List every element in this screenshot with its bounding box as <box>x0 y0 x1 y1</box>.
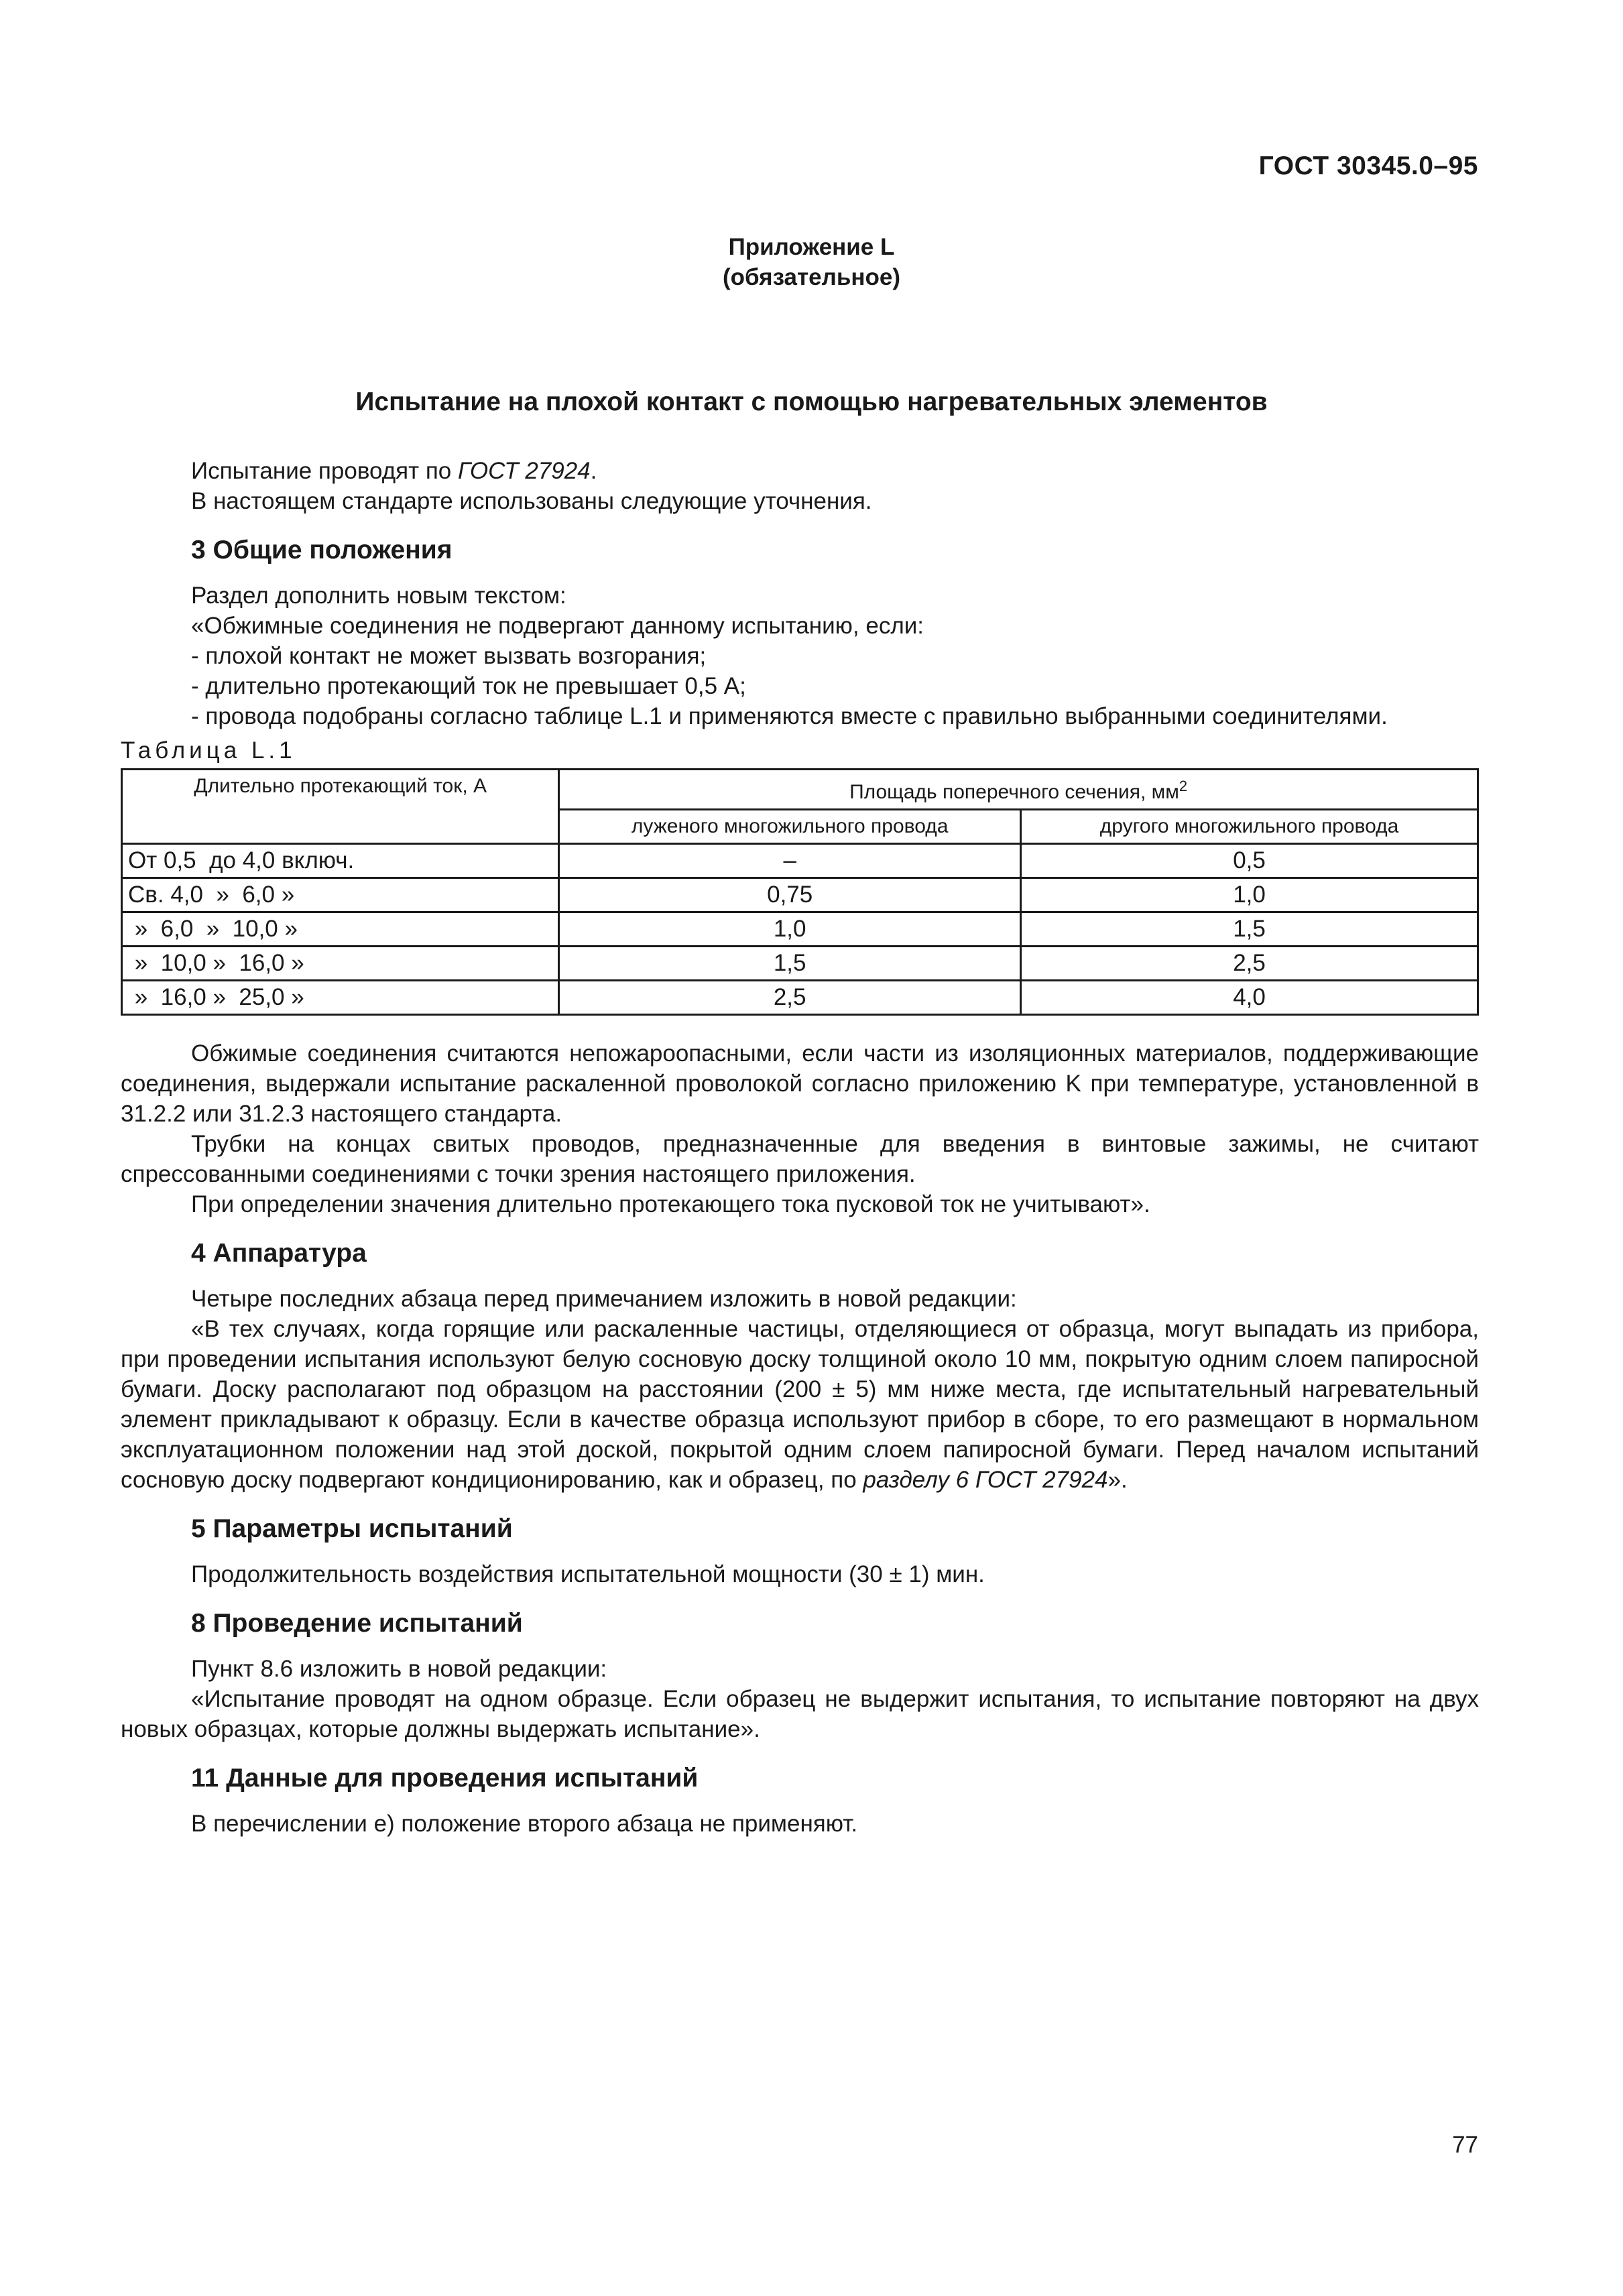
annex-status: (обязательное) <box>722 264 900 290</box>
table-cell-other: 1,0 <box>1021 878 1478 912</box>
intro-text: Испытание проводят по <box>191 458 458 484</box>
table-cell-other: 0,5 <box>1021 844 1478 878</box>
intro-punct: . <box>590 458 597 484</box>
section-4-text: «В тех случаях, когда горящие или раскаленные частицы, отделяющиеся от образца, могут выпадать из прибора, при проведении испытания используют белую сосновую доску толщиной около 10 мм, покрытую одним слоем папиросной бумаги. Доску располагают под образцом на расстоянии (200 ± 5) мм ниже места, где испытательный нагревательный элемент прикладывают к образцу. Если в качестве образца используют прибор в сборе, то его размещают в нормальном эксплуатационном положении над этой доской, покрытой одним слоем папиросной бумаги. Перед началом испытаний сосновую доску подвергают кондиционированию, как и образец, по <box>121 1316 1479 1493</box>
section-4-heading: 4 Аппаратура <box>191 1239 367 1268</box>
table-cell-tinned: – <box>559 844 1021 878</box>
table-cell-tinned: 1,5 <box>559 947 1021 981</box>
section-4-line: Четыре последних абзаца перед примечанием изложить в новой редакции: <box>191 1286 1017 1312</box>
page-title: Испытание на плохой контакт с помощью нагревательных элементов <box>355 387 1268 416</box>
intro-line-2: В настоящем стандарте использованы следующие уточнения. <box>191 488 872 514</box>
spacer <box>121 1589 1479 1599</box>
table-header-area <box>559 770 1478 810</box>
section-4-punct: ». <box>1107 1467 1128 1493</box>
table-cell-tinned: 2,5 <box>559 981 1021 1015</box>
table-header-tinned: луженого многожильного провода <box>559 810 1021 844</box>
section-5-heading: 5 Параметры испытаний <box>191 1514 513 1543</box>
section-8-paragraph: «Испытание проводят на одном образце. Если образец не выдержит испытания, то испытание повторяют на двух новых образцах, которые должны выдержать испытание». <box>121 1686 1479 1742</box>
section-3-paragraph: При определении значения длительно протекающего тока пусковой ток не учитывают». <box>191 1191 1150 1217</box>
section-3-line: - длительно протекающий ток не превышает 0,5 А; <box>191 673 746 699</box>
table-cell-tinned: 1,0 <box>559 912 1021 947</box>
spacer <box>121 1219 1479 1229</box>
table-row <box>122 844 1478 878</box>
section-3-paragraph: Трубки на концах свитых проводов, предназначенные для введения в винтовые зажимы, не считают спрессованными соединениями с точки зрения настоящего приложения. <box>121 1131 1479 1187</box>
section-8-heading: 8 Проведение испытаний <box>191 1609 523 1638</box>
table-cell-tinned: 0,75 <box>559 878 1021 912</box>
section-3-line: «Обжимные соединения не подвергают данному испытанию, если: <box>191 613 924 639</box>
standard-reference: ГОСТ 27924 <box>458 458 591 484</box>
table-cell-other: 2,5 <box>1021 947 1478 981</box>
section-8-line: Пункт 8.6 изложить в новой редакции: <box>191 1656 607 1682</box>
section-3-line: - плохой контакт не может вызвать возгорания; <box>191 643 707 669</box>
section-3-heading: 3 Общие положения <box>191 536 453 564</box>
section-3-paragraph: Обжимые соединения считаются непожароопасными, если части из изоляционных материалов, поддерживающие соединения, выдержали испытание раскаленной проволокой согласно приложению K при температуре, установленной в 31.2.2 или 31.2.3 настоящего стандарта. <box>121 1040 1479 1127</box>
standard-reference: разделу 6 ГОСТ 27924 <box>863 1467 1108 1493</box>
table-cell-current: » 16,0 » 25,0 » <box>122 981 559 1015</box>
spacer <box>121 1744 1479 1754</box>
table-cell-other: 4,0 <box>1021 981 1478 1015</box>
table-cell-current: » 10,0 » 16,0 » <box>122 947 559 981</box>
annex-heading <box>0 232 1623 292</box>
section-5-line: Продолжительность воздействия испытательной мощности (30 ± 1) мин. <box>191 1561 985 1587</box>
table-cell-current: Св. 4,0 » 6,0 » <box>122 878 559 912</box>
table-header-area-sup: 2 <box>1179 778 1188 794</box>
table-row <box>122 981 1478 1015</box>
table-caption: Таблица L.1 <box>121 737 296 764</box>
section-3-line: - провода подобраны согласно таблице L.1 и применяются вместе с правильно выбранными соединителями. <box>191 703 1388 729</box>
table-row <box>122 878 1478 912</box>
table-header-other: другого многожильного провода <box>1021 810 1478 844</box>
spacer <box>121 1495 1479 1504</box>
section-3-line: Раздел дополнить новым текстом: <box>191 583 566 609</box>
conductor-table <box>121 768 1479 1016</box>
intro-line-1 <box>121 456 1479 486</box>
section-11-line: В перечислении е) положение второго абзаца не применяют. <box>191 1811 858 1837</box>
document-body <box>121 456 1479 1839</box>
table-row <box>122 947 1478 981</box>
section-11-heading: 11 Данные для проведения испытаний <box>191 1764 699 1793</box>
table-header-row <box>122 770 1478 810</box>
spacer <box>121 516 1479 526</box>
table-cell-other: 1,5 <box>1021 912 1478 947</box>
standard-code: ГОСТ 30345.0–95 <box>1258 152 1478 180</box>
annex-title: Приложение L <box>728 234 895 260</box>
page-number: 77 <box>1452 2132 1478 2158</box>
table-cell-current: » 6,0 » 10,0 » <box>122 912 559 947</box>
table-header-area-text: Площадь поперечного сечения, мм <box>849 781 1179 803</box>
table-cell-current: От 0,5 до 4,0 включ. <box>122 844 559 878</box>
section-4-paragraph <box>121 1314 1479 1495</box>
table-header-current: Длительно протекающий ток, А <box>122 770 559 844</box>
table-row <box>122 912 1478 947</box>
